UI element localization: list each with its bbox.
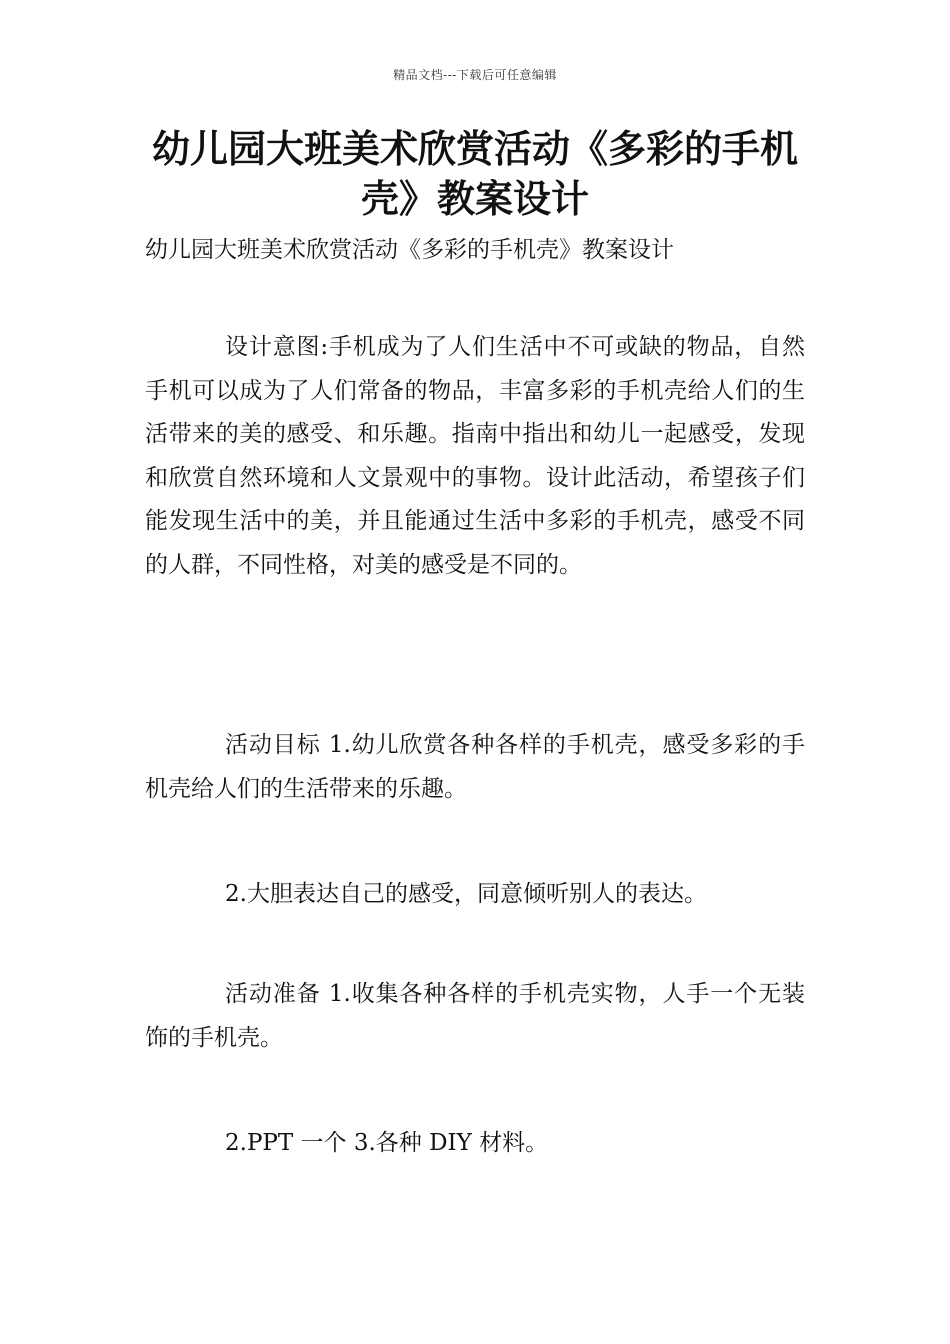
paragraph-design-intent: 设计意图:手机成为了人们生活中不可或缺的物品，自然手机可以成为了人们常备的物品，丰富多彩的手机壳给人们的生活带来的美的感受、和乐趣。指南中指出和幼儿一起感受，发现和欣赏自然环境和人文景观中的事物。设计此活动，希望孩子们能发现生活中的美，并且能通过生活中多彩的手机壳，感受不同的人群，不同性格，对美的感受是不同的。 [145,334,805,578]
document-title: 幼儿园大班美术欣赏活动《多彩的手机壳》教案设计 [151,127,798,221]
paragraph-activity-prep-2: 2.PPT 一个 3.各种 DIY 材料。 [225,1130,549,1156]
paragraph-activity-goal-1: 活动目标 1.幼儿欣赏各种各样的手机壳，感受多彩的手机壳给人们的生活带来的乐趣。 [145,732,805,802]
document-subtitle: 幼儿园大班美术欣赏活动《多彩的手机壳》教案设计 [145,237,674,263]
paragraph-activity-prep-1: 活动准备 1.收集各种各样的手机壳实物，人手一个无装饰的手机壳。 [145,981,805,1051]
paragraph-activity-goal-2: 2.大胆表达自己的感受，同意倾听别人的表达。 [225,881,707,907]
header-note: 精品文档---下载后可任意编辑 [393,68,557,82]
